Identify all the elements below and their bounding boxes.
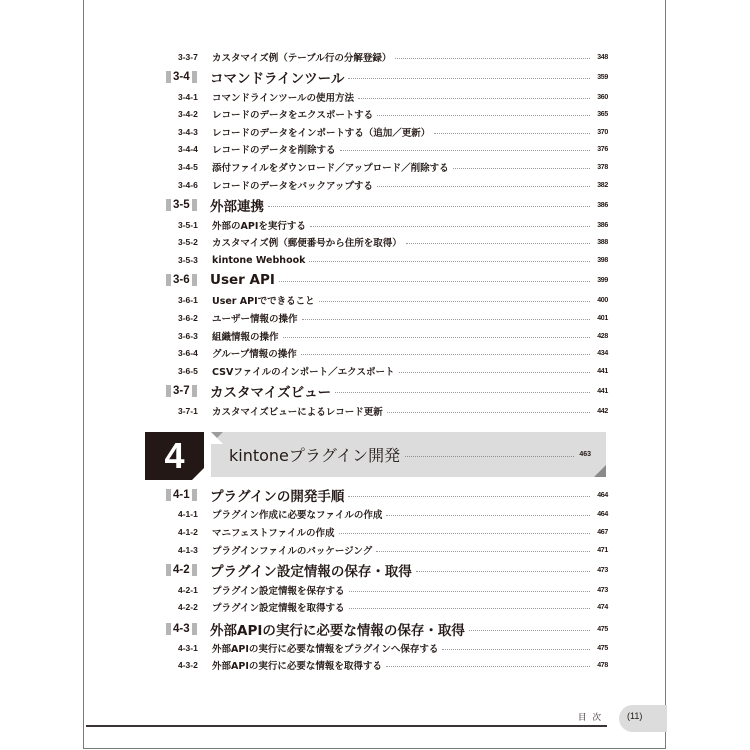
- entry-title: コマンドラインツールの使用方法: [212, 93, 355, 104]
- entry-page-number: 464: [597, 491, 608, 499]
- entry-title: プラグイン作成に必要なファイルの作成: [212, 510, 383, 521]
- toc-section-entry[interactable]: [166, 67, 608, 87]
- dot-leader: [406, 243, 590, 244]
- entry-title: 添付ファイルをダウンロード／アップロード／削除する: [212, 163, 449, 174]
- dot-leader: [386, 666, 590, 667]
- toc-subsection-entry[interactable]: [178, 657, 608, 673]
- toc-subsection-entry[interactable]: [178, 49, 608, 65]
- chapter-number-box: [145, 432, 204, 480]
- section-marker-icon: [192, 489, 197, 501]
- toc-section-entry[interactable]: [166, 485, 608, 505]
- toc-subsection-entry[interactable]: [178, 599, 608, 615]
- section-marker-icon: [166, 489, 171, 501]
- entry-title: 外部のAPIを実行する: [212, 221, 306, 232]
- entry-title: レコードのデータをバックアップする: [212, 181, 373, 192]
- entry-title: CSVファイルのインポート／エクスポート: [212, 367, 395, 378]
- toc-section-entry[interactable]: [166, 619, 608, 639]
- entry-title: User API: [210, 272, 275, 288]
- chapter-page-number: 463: [579, 451, 591, 458]
- entry-title: グループ情報の操作: [212, 349, 297, 360]
- section-marker-icon: [166, 564, 171, 576]
- entry-title: カスタマイズ例（郵便番号から住所を取得）: [212, 238, 402, 249]
- toc-subsection-entry[interactable]: [178, 141, 608, 157]
- entry-page-number: 471: [597, 546, 608, 554]
- entry-number: 4-3-2: [178, 660, 198, 670]
- section-marker-icon: [192, 623, 197, 635]
- entry-page-number: 399: [597, 276, 608, 284]
- dot-leader: [387, 412, 590, 413]
- dot-leader: [349, 591, 590, 592]
- toc-subsection-entry[interactable]: [178, 159, 608, 175]
- toc-subsection-entry[interactable]: [178, 345, 608, 361]
- entry-number: 4-1-2: [178, 527, 198, 537]
- entry-number: [166, 71, 210, 83]
- toc-subsection-entry[interactable]: [178, 363, 608, 379]
- entry-page-number: 359: [597, 73, 608, 81]
- toc-section-entry[interactable]: [166, 381, 608, 401]
- entry-title: 組織情報の操作: [212, 332, 279, 343]
- entry-number: 3-5-2: [178, 237, 198, 247]
- entry-title: レコードのデータをエクスポートする: [212, 110, 374, 121]
- section-number-text: 3-4: [173, 71, 190, 83]
- entry-page-number: 478: [597, 661, 608, 669]
- toc-subsection-entry[interactable]: [178, 310, 608, 326]
- section-number-text: 4-2: [173, 564, 190, 576]
- section-number-text: 3-7: [173, 385, 190, 397]
- entry-title: 外部APIの実行に必要な情報の保存・取得: [210, 623, 465, 639]
- section-number-text: 4-1: [173, 489, 190, 501]
- entry-page-number: 474: [597, 603, 608, 611]
- toc-section-entry[interactable]: [166, 195, 608, 215]
- entry-title: プラグイン設定情報を取得する: [212, 603, 345, 614]
- entry-page-number: 467: [597, 528, 608, 536]
- entry-page-number: 428: [597, 332, 608, 340]
- entry-number: 3-5-1: [178, 220, 198, 230]
- entry-number: [166, 385, 210, 397]
- toc-subsection-entry[interactable]: [178, 292, 608, 308]
- entry-title: プラグインの開発手順: [210, 489, 345, 505]
- entry-number: [166, 199, 210, 211]
- entry-title: User APIでできること: [212, 296, 315, 307]
- toc-subsection-entry[interactable]: [178, 106, 608, 122]
- section-marker-icon: [192, 199, 197, 211]
- entry-number: 3-4-1: [178, 92, 198, 102]
- entry-title: コマンドラインツール: [210, 71, 345, 87]
- page-number: (11): [627, 711, 643, 721]
- toc-subsection-entry[interactable]: [178, 124, 608, 140]
- entry-page-number: 475: [597, 644, 608, 652]
- toc-subsection-entry[interactable]: [178, 640, 608, 656]
- chapter-number: 4: [164, 435, 185, 476]
- entry-page-number: 473: [597, 566, 608, 574]
- chapter-box-corner: [192, 468, 204, 480]
- section-marker-icon: [166, 71, 171, 83]
- dot-leader: [349, 608, 590, 609]
- entry-title: 外部APIの実行に必要な情報を取得する: [212, 661, 382, 672]
- entry-page-number: 388: [597, 238, 608, 246]
- entry-number: 4-1-1: [178, 509, 198, 519]
- dot-leader: [386, 515, 590, 516]
- toc-subsection-entry[interactable]: [178, 524, 608, 540]
- dot-leader: [416, 571, 590, 572]
- dot-leader: [335, 392, 590, 393]
- entry-page-number: 464: [597, 510, 608, 518]
- toc-section-entry[interactable]: [166, 560, 608, 580]
- dot-leader: [310, 226, 590, 227]
- entry-number: 3-3-7: [178, 52, 198, 62]
- entry-title: レコードのデータを削除する: [212, 145, 336, 156]
- entry-number: 3-4-2: [178, 109, 198, 119]
- banner-corner-bottom-right: [594, 465, 606, 477]
- entry-number: [166, 274, 210, 286]
- dot-leader: [377, 186, 590, 187]
- entry-page-number: 386: [597, 201, 608, 209]
- section-number-text: 3-5: [173, 199, 190, 211]
- entry-title: kintone Webhook: [212, 254, 306, 266]
- entry-page-number: 401: [597, 314, 608, 322]
- entry-page-number: 434: [597, 349, 608, 357]
- dot-leader: [376, 551, 590, 552]
- toc-subsection-entry[interactable]: [178, 328, 608, 344]
- section-marker-icon: [166, 623, 171, 635]
- entry-number: [166, 489, 210, 501]
- dot-leader: [309, 261, 590, 262]
- dot-leader: [279, 281, 590, 282]
- toc-subsection-entry[interactable]: [178, 234, 608, 250]
- dot-leader: [453, 168, 590, 169]
- toc-subsection-entry[interactable]: [178, 89, 608, 105]
- entry-number: 3-6-5: [178, 366, 198, 376]
- dot-leader: [268, 206, 590, 207]
- entry-title: カスタマイズビュー: [210, 385, 332, 401]
- toc-subsection-entry[interactable]: [178, 506, 608, 522]
- toc-subsection-entry[interactable]: [178, 252, 608, 268]
- banner-corner-cut: [211, 432, 223, 444]
- entry-number: 3-4-6: [178, 180, 198, 190]
- entry-page-number: 378: [597, 163, 608, 171]
- entry-title: プラグイン設定情報を保存する: [212, 586, 345, 597]
- toc-subsection-entry[interactable]: [178, 177, 608, 193]
- toc-chapter-entry[interactable]: [229, 432, 591, 477]
- entry-title: ユーザー情報の操作: [212, 314, 298, 325]
- entry-title: プラグイン設定情報の保存・取得: [210, 564, 412, 580]
- dot-leader: [442, 649, 590, 650]
- entry-number: 3-6-1: [178, 295, 198, 305]
- section-marker-icon: [192, 385, 197, 397]
- dot-leader: [358, 98, 590, 99]
- entry-number: 3-4-4: [178, 144, 198, 154]
- dot-leader: [348, 496, 590, 497]
- entry-number: 4-2-2: [178, 602, 198, 612]
- chapter-title: kintoneプラグイン開発: [229, 446, 401, 465]
- entry-number: 3-7-1: [178, 406, 198, 416]
- dot-leader: [434, 133, 590, 134]
- entry-number: 3-6-4: [178, 348, 198, 358]
- entry-number: 3-4-5: [178, 162, 198, 172]
- entry-number: 4-3-1: [178, 643, 198, 653]
- entry-page-number: 360: [597, 93, 608, 101]
- section-marker-icon: [166, 199, 171, 211]
- dot-leader: [377, 115, 590, 116]
- entry-page-number: 398: [597, 256, 608, 264]
- section-number-text: 3-6: [173, 274, 190, 286]
- entry-title: マニフェストファイルの作成: [212, 528, 335, 539]
- entry-page-number: 370: [597, 128, 608, 136]
- entry-title: 外部APIの実行に必要な情報をプラグインへ保存する: [212, 644, 439, 655]
- entry-number: [166, 564, 210, 576]
- entry-page-number: 441: [597, 367, 608, 375]
- section-marker-icon: [166, 274, 171, 286]
- toc-subsection-entry[interactable]: [178, 582, 608, 598]
- section-marker-icon: [166, 385, 171, 397]
- dot-leader: [339, 533, 590, 534]
- dot-leader: [283, 337, 590, 338]
- footer-rule: [86, 725, 607, 727]
- toc-subsection-entry[interactable]: [178, 403, 608, 419]
- section-marker-icon: [192, 564, 197, 576]
- entry-page-number: 382: [597, 181, 608, 189]
- entry-page-number: 365: [597, 110, 608, 118]
- entry-number: 3-5-3: [178, 255, 198, 265]
- toc-subsection-entry[interactable]: [178, 542, 608, 558]
- entry-number: 3-6-3: [178, 331, 198, 341]
- entry-page-number: 442: [597, 407, 608, 415]
- footer-label: 目次: [578, 713, 608, 723]
- dot-leader: [405, 456, 574, 457]
- entry-page-number: 348: [597, 53, 608, 61]
- section-number-text: 4-3: [173, 623, 190, 635]
- dot-leader: [319, 301, 590, 302]
- entry-page-number: 386: [597, 221, 608, 229]
- entry-page-number: 473: [597, 586, 608, 594]
- entry-page-number: 376: [597, 145, 608, 153]
- section-marker-icon: [192, 71, 197, 83]
- entry-title: プラグインファイルのパッケージング: [212, 546, 373, 557]
- entry-number: 3-4-3: [178, 127, 198, 137]
- entry-number: [166, 623, 210, 635]
- section-marker-icon: [192, 274, 197, 286]
- entry-title: カスタマイズ例（テーブル行の分解登録）: [212, 53, 392, 64]
- dot-leader: [340, 150, 590, 151]
- entry-page-number: 400: [597, 296, 608, 304]
- toc-subsection-entry[interactable]: [178, 217, 608, 233]
- dot-leader: [348, 78, 590, 79]
- entry-number: 4-2-1: [178, 585, 198, 595]
- entry-title: カスタマイズビューによるレコード更新: [212, 407, 383, 418]
- dot-leader: [301, 354, 590, 355]
- dot-leader: [469, 630, 590, 631]
- entry-title: 外部連携: [210, 199, 264, 215]
- entry-title: レコードのデータをインポートする（追加／更新）: [212, 128, 431, 139]
- entry-number: 3-6-2: [178, 313, 198, 323]
- dot-leader: [302, 319, 590, 320]
- entry-page-number: 475: [597, 625, 608, 633]
- entry-number: 4-1-3: [178, 545, 198, 555]
- toc-section-entry[interactable]: [166, 270, 608, 290]
- dot-leader: [395, 58, 590, 59]
- entry-page-number: 441: [597, 387, 608, 395]
- dot-leader: [399, 372, 590, 373]
